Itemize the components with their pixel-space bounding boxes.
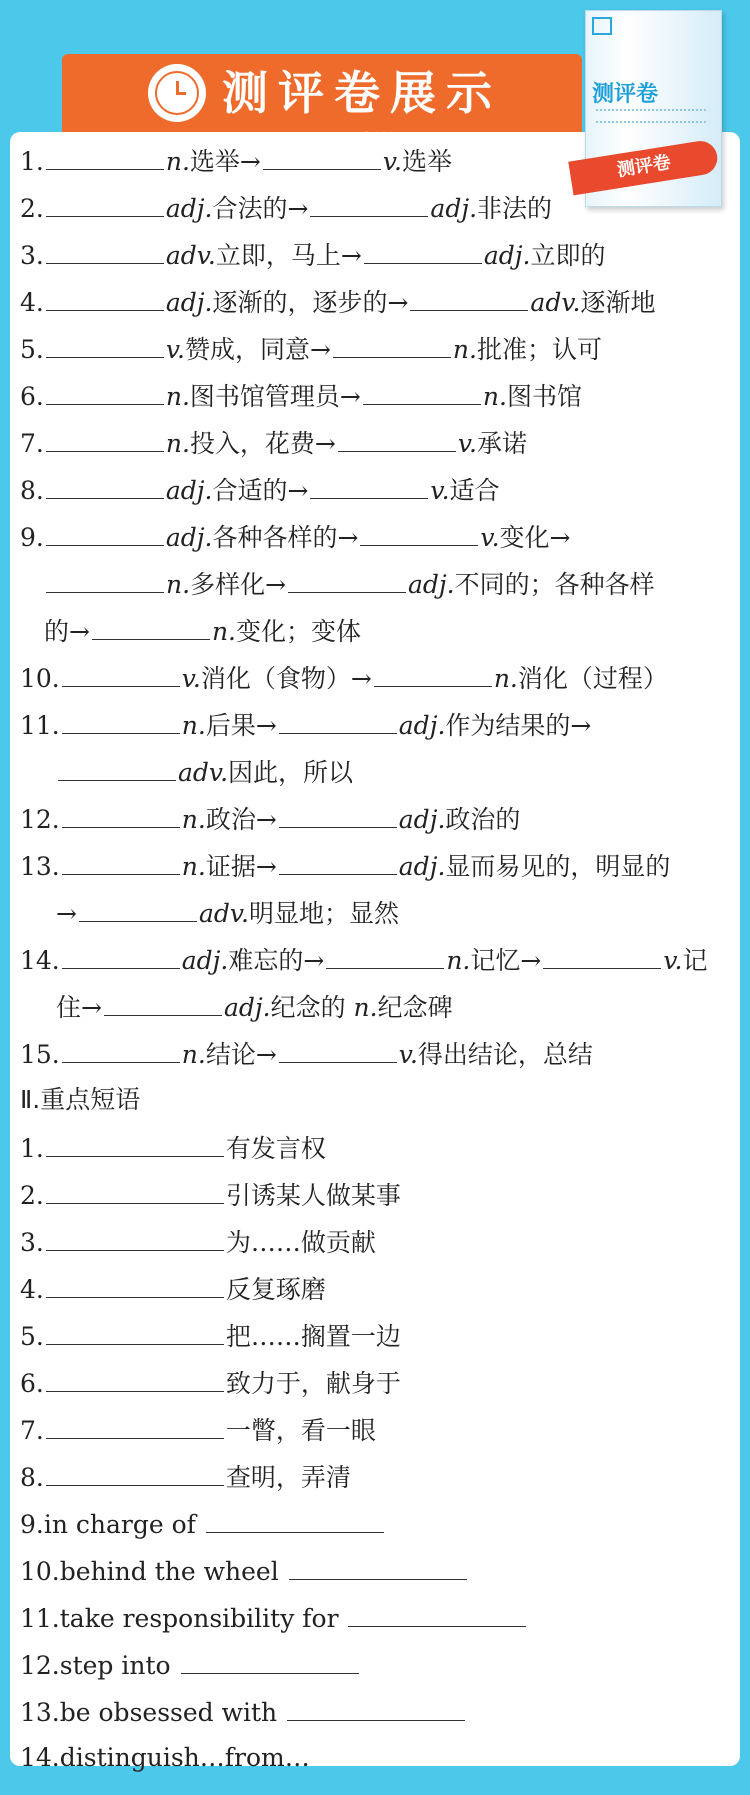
list-item: 10.behind the wheel (20, 1552, 469, 1590)
answer-blank[interactable] (46, 1317, 224, 1345)
list-item: 8. adj.合适的→ v.适合 (20, 471, 500, 509)
answer-blank[interactable] (62, 659, 180, 687)
answer-blank[interactable] (58, 753, 176, 781)
answer-blank[interactable] (279, 1035, 397, 1063)
answer-blank[interactable] (46, 142, 164, 170)
answer-blank[interactable] (46, 565, 164, 593)
answer-blank[interactable] (46, 1270, 224, 1298)
answer-blank[interactable] (410, 283, 528, 311)
list-item: 7. n.投入，花费→ v.承诺 (20, 424, 527, 462)
answer-blank[interactable] (333, 330, 451, 358)
clock-icon (148, 64, 206, 122)
list-item-continued: 住→ adj.纪念的 n.纪念碑 (56, 988, 453, 1026)
answer-blank[interactable] (62, 941, 180, 969)
list-item-continued: adv.因此，所以 (56, 753, 353, 791)
answer-blank[interactable] (310, 189, 428, 217)
section-heading: Ⅱ.重点短语 (20, 1085, 141, 1114)
logo-icon (592, 17, 612, 35)
list-item: 6. 致力于，献身于 (20, 1364, 401, 1402)
list-item: 1. n.选举→ v.选举 (20, 142, 452, 180)
list-item: 6. n.图书馆管理员→ n.图书馆 (20, 377, 582, 415)
list-item-continued: 的→ n.变化；变体 (44, 612, 361, 650)
answer-blank[interactable] (181, 1646, 359, 1674)
answer-blank[interactable] (92, 612, 210, 640)
answer-blank[interactable] (310, 471, 428, 499)
answer-blank[interactable] (279, 706, 397, 734)
answer-blank[interactable] (289, 1552, 467, 1580)
answer-blank[interactable] (46, 424, 164, 452)
list-item: 12.step into (20, 1646, 361, 1684)
list-item-continued: n.多样化→ adj.不同的；各种各样 (44, 565, 655, 603)
book-ribbon: 测评卷 (568, 139, 719, 196)
list-item: 15. n.结论→ v.得出结论，总结 (20, 1035, 593, 1073)
answer-blank[interactable] (46, 1458, 224, 1486)
answer-blank[interactable] (62, 706, 180, 734)
answer-blank[interactable] (46, 330, 164, 358)
list-item: 2. 引诱某人做某事 (20, 1176, 401, 1214)
list-item: 4. 反复琢磨 (20, 1270, 326, 1308)
answer-blank[interactable] (360, 518, 478, 546)
list-item: 13.be obsessed with (20, 1693, 467, 1731)
answer-blank[interactable] (326, 941, 444, 969)
list-item: 10. v.消化（食物）→ n.消化（过程） (20, 659, 668, 697)
list-item: 11. n.后果→ adj.作为结果的→ (20, 706, 591, 744)
list-item: 1. 有发言权 (20, 1129, 326, 1167)
answer-blank[interactable] (287, 1693, 465, 1721)
list-item: 14. adj.难忘的→ n.记忆→ v.记 (20, 941, 707, 979)
answer-blank[interactable] (46, 377, 164, 405)
answer-blank[interactable] (79, 894, 197, 922)
answer-blank[interactable] (46, 189, 164, 217)
list-item: 9.in charge of (20, 1505, 386, 1543)
answer-blank[interactable] (374, 659, 492, 687)
list-item: 11.take responsibility for (20, 1599, 528, 1637)
answer-blank[interactable] (288, 565, 406, 593)
list-item: 3. 为……做贡献 (20, 1223, 376, 1261)
list-item: 13. n.证据→ adj.显而易见的，明显的 (20, 847, 670, 885)
answer-blank[interactable] (206, 1505, 384, 1533)
list-item: 8. 查明，弄清 (20, 1458, 351, 1496)
answer-blank[interactable] (279, 847, 397, 875)
answer-blank[interactable] (46, 236, 164, 264)
answer-blank[interactable] (46, 1223, 224, 1251)
book-decoration (596, 109, 706, 123)
page-title: 测评卷展示 (222, 66, 502, 120)
answer-blank[interactable] (46, 1129, 224, 1157)
answer-blank[interactable] (363, 377, 481, 405)
list-item: 9. adj.各种各样的→ v.变化→ (20, 518, 570, 556)
answer-blank[interactable] (348, 1599, 526, 1627)
answer-blank[interactable] (62, 800, 180, 828)
answer-blank[interactable] (338, 424, 456, 452)
answer-blank[interactable] (62, 1035, 180, 1063)
answer-blank[interactable] (46, 471, 164, 499)
list-item: 14.distinguish…from… (20, 1743, 310, 1772)
answer-blank[interactable] (46, 518, 164, 546)
list-item: 7. 一瞥，看一眼 (20, 1411, 376, 1449)
list-item: 12. n.政治→ adj.政治的 (20, 800, 520, 838)
list-item: 4. adj.逐渐的，逐步的→ adv.逐渐地 (20, 283, 655, 321)
answer-blank[interactable] (46, 1176, 224, 1204)
answer-blank[interactable] (263, 142, 381, 170)
answer-blank[interactable] (46, 283, 164, 311)
list-item: 3. adv.立即，马上→ adj.立即的 (20, 236, 605, 274)
book-brand: 测评卷 (592, 82, 659, 107)
answer-blank[interactable] (364, 236, 482, 264)
list-item: 5. 把……搁置一边 (20, 1317, 401, 1355)
list-item: 2. adj.合法的→ adj.非法的 (20, 189, 552, 227)
list-item-continued: → adv.明显地；显然 (56, 894, 399, 932)
answer-blank[interactable] (62, 847, 180, 875)
answer-blank[interactable] (46, 1364, 224, 1392)
answer-blank[interactable] (543, 941, 661, 969)
answer-blank[interactable] (279, 800, 397, 828)
list-item: 5. v.赞成，同意→ n.批准；认可 (20, 330, 602, 368)
answer-blank[interactable] (46, 1411, 224, 1439)
answer-blank[interactable] (104, 988, 222, 1016)
